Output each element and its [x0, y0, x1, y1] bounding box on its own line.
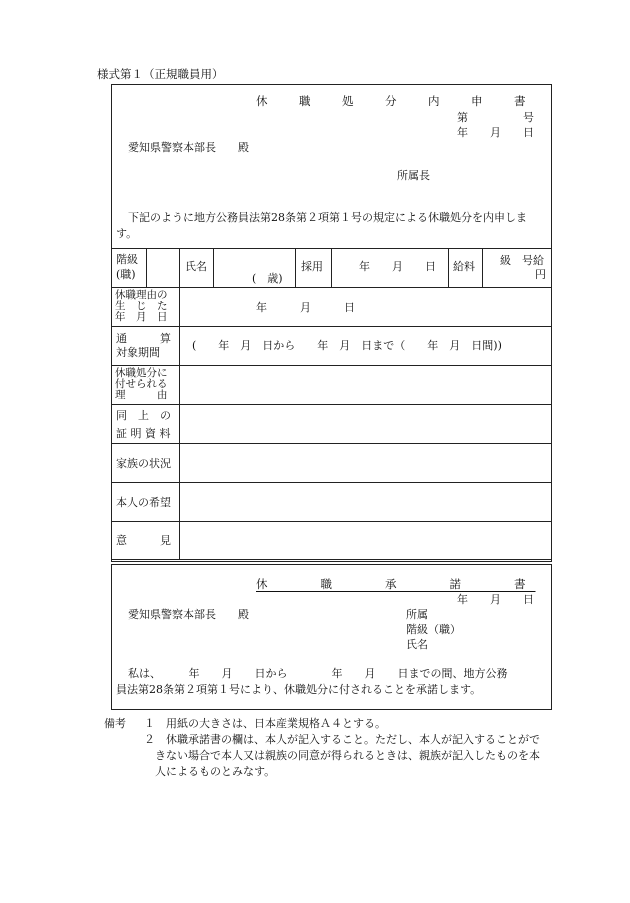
- rank-label-sub: (職): [116, 268, 136, 281]
- reason-date-label-1: 休職理由の: [115, 289, 168, 301]
- name-label: 氏名: [185, 260, 207, 273]
- consent-name-label: 氏名: [406, 638, 428, 651]
- salary-label: 給料: [453, 260, 475, 273]
- proof-label-1: 同 上 の: [116, 409, 171, 422]
- note-2-line2: きない場合で本人又は親族の同意が得られるときは、親族が記入したものを本: [155, 749, 540, 762]
- rank-label: 階級: [116, 253, 138, 266]
- proof-label-2: 証 明 資 料: [116, 427, 171, 440]
- note-2-line1: 休職承諾書の欄は、本人が記入すること。ただし、本人が記入することがで: [166, 733, 540, 746]
- salary-grade: 級 号給: [500, 254, 544, 267]
- consent-form: [111, 564, 552, 710]
- family-label: 家族の状況: [116, 457, 171, 470]
- notes-heading: 備考: [104, 717, 126, 730]
- cause-label-3: 理 由: [115, 389, 168, 401]
- period-label-1: 通 算: [116, 332, 171, 345]
- request-addressee: 愛知県警察本部長 殿: [128, 141, 249, 154]
- request-body-line2: す。: [116, 227, 138, 240]
- reason-date-label-3: 年 月 日: [115, 311, 168, 323]
- consent-title: 休 職 承 諾 書: [256, 577, 536, 591]
- request-body-line1: 下記のように地方公務員法第28条第２項第１号の規定による休職処分を内申しま: [128, 211, 527, 224]
- request-date-label: 年 月 日: [457, 126, 534, 139]
- request-form: [111, 84, 552, 562]
- number-label: 第 号: [457, 111, 534, 124]
- opinion-label: 意 見: [116, 534, 171, 547]
- period-value: ( 年 月 日から 年 月 日まで（ 年 月 日間)): [192, 339, 502, 352]
- consent-rank-label: 階級（職）: [406, 623, 461, 636]
- hire-date: 年 月 日: [359, 260, 436, 273]
- notes: [104, 716, 574, 780]
- note-1-number: １: [144, 717, 155, 730]
- note-1-text: 用紙の大きさは、日本産業規格Ａ４とする。: [166, 717, 386, 730]
- salary-yen: 円: [535, 268, 546, 281]
- consent-body-line2: 員法第28条第２項第１号により、休職処分に付されることを承諾します。: [116, 683, 482, 696]
- age-label: ( 歳): [252, 272, 283, 285]
- affiliation-label: 所属: [406, 608, 428, 621]
- wish-label: 本人の希望: [116, 496, 171, 509]
- consent-date-label: 年 月 日: [457, 593, 534, 606]
- note-2-line3: 人によるものとみなす。: [155, 765, 276, 778]
- cause-label-2: 付せられる: [115, 378, 168, 390]
- form-label: 様式第１（正規職員用）: [97, 67, 224, 81]
- request-title: 休 職 処 分 内 申 書: [256, 94, 536, 108]
- note-2-number: ２: [144, 733, 155, 746]
- hire-label: 採用: [301, 260, 323, 273]
- sender-label: 所属長: [397, 169, 430, 182]
- reason-date-value: 年 月 日: [256, 301, 355, 314]
- consent-addressee: 愛知県警察本部長 殿: [128, 608, 249, 621]
- consent-body-line1: 私は、 年 月 日から 年 月 日までの間、地方公務: [128, 667, 508, 680]
- cause-label-1: 休職処分に: [115, 367, 168, 379]
- reason-date-label-2: 生 じ た: [115, 300, 168, 312]
- period-label-2: 対象期間: [116, 346, 160, 359]
